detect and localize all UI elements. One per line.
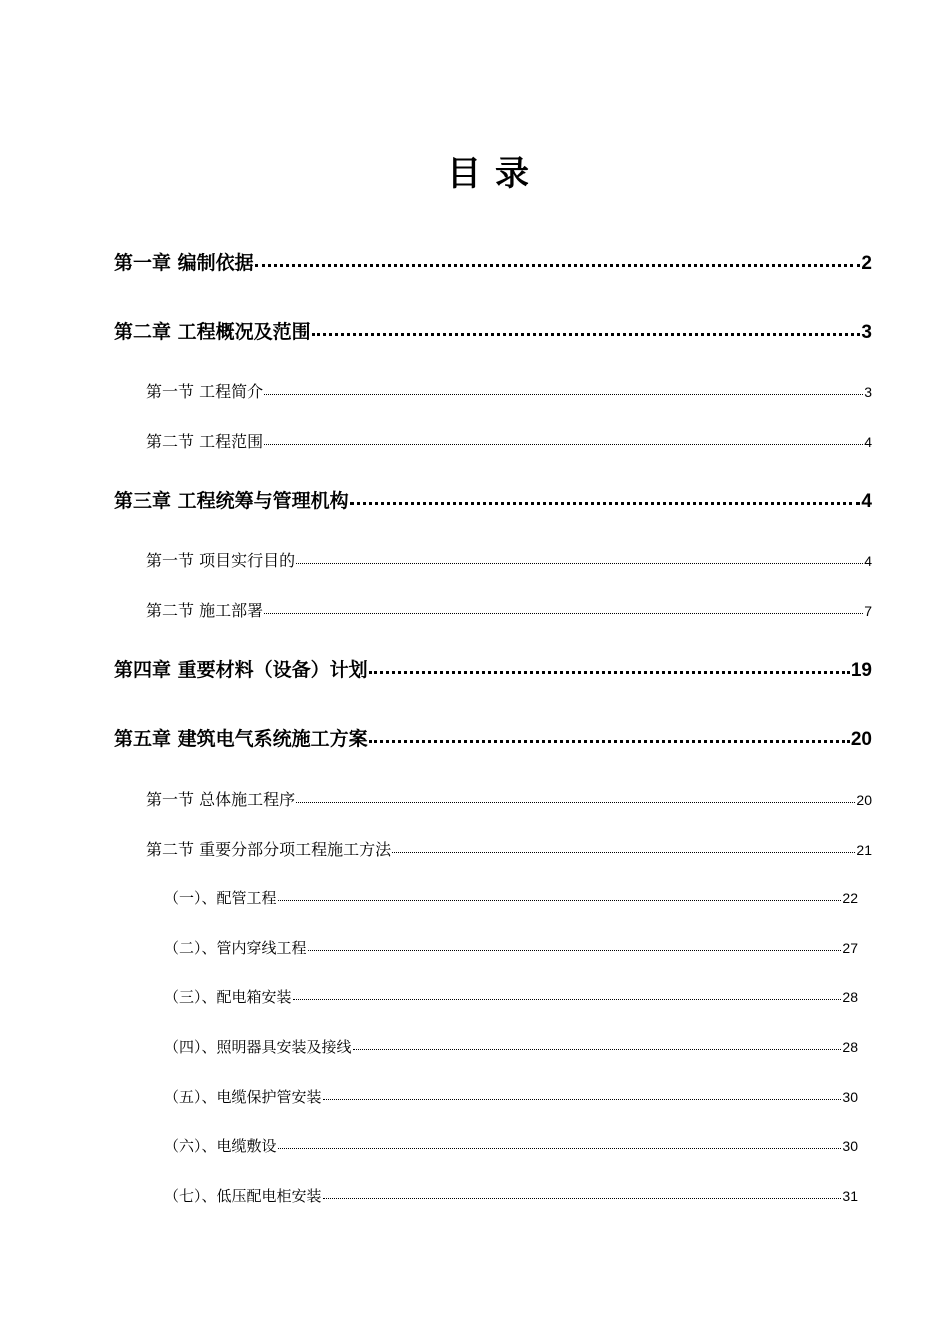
dot-leader — [296, 789, 855, 805]
toc-entry-label: （六）、电缆敷设 — [164, 1137, 277, 1155]
dot-leader — [369, 726, 850, 745]
toc-entry-page: 19 — [850, 660, 872, 681]
dot-leader — [312, 319, 861, 338]
toc-entry-page: 31 — [842, 1188, 858, 1204]
toc-entry-label: 第二节 工程范围 — [146, 432, 264, 451]
toc-entry-label: （一）、配管工程 — [164, 889, 277, 907]
dot-leader — [392, 839, 855, 855]
toc-entry-page: 30 — [842, 1138, 858, 1154]
toc-entry-page: 27 — [842, 940, 858, 956]
toc-entry-label: （二）、管内穿线工程 — [164, 939, 307, 957]
toc-entry-chapter-3[interactable] — [114, 486, 872, 513]
toc-entry-label: 第一节 工程简介 — [146, 382, 264, 401]
toc-entry-label: （三）、配电箱安装 — [164, 988, 292, 1006]
toc-entry-page: 4 — [864, 434, 872, 450]
toc-entry-label: （四）、照明器具安装及接线 — [164, 1038, 352, 1056]
toc-entry-page: 3 — [861, 322, 872, 343]
toc-entry-subsection[interactable] — [164, 1135, 858, 1156]
toc-entry-page: 28 — [842, 989, 858, 1005]
toc-entry-page: 4 — [861, 491, 872, 512]
dot-leader — [278, 1136, 842, 1151]
dot-leader — [323, 1186, 842, 1201]
toc-entry-chapter-5[interactable] — [114, 724, 872, 751]
toc-entry-subsection[interactable] — [164, 1086, 858, 1107]
toc-entry-subsection[interactable] — [164, 986, 858, 1007]
dot-leader — [264, 600, 863, 616]
dot-leader — [264, 431, 863, 447]
toc-entry-label: 第五章 建筑电气系统施工方案 — [114, 728, 368, 750]
toc-entry-page: 22 — [842, 890, 858, 906]
toc-entry-label: （七）、低压配电柜安装 — [164, 1187, 322, 1205]
toc-entry-label: 第一节 项目实行目的 — [146, 551, 296, 570]
toc-entry-page: 20 — [850, 729, 872, 750]
toc-title: 目录 — [447, 154, 543, 194]
toc-entry-page: 3 — [864, 384, 872, 400]
toc-entry-section[interactable] — [146, 379, 872, 402]
toc-entry-page: 28 — [842, 1039, 858, 1055]
toc-entry-label: （五）、电缆保护管安装 — [164, 1088, 322, 1106]
toc-entry-label: 第二节 重要分部分项工程施工方法 — [146, 840, 392, 859]
toc-entry-section[interactable] — [146, 548, 872, 571]
dot-leader — [293, 987, 842, 1002]
toc-entry-page: 7 — [864, 603, 872, 619]
toc-entry-subsection[interactable] — [164, 1036, 858, 1057]
toc-entry-chapter-2[interactable] — [114, 317, 872, 344]
toc-entry-page: 4 — [864, 553, 872, 569]
toc-entry-label: 第二章 工程概况及范围 — [114, 321, 311, 343]
dot-leader — [369, 657, 850, 676]
toc-entry-label: 第一节 总体施工程序 — [146, 790, 296, 809]
dot-leader — [323, 1087, 842, 1102]
toc-entry-label: 第二节 施工部署 — [146, 601, 264, 620]
toc-entry-chapter-4[interactable] — [114, 655, 872, 682]
toc-entry-page: 2 — [861, 253, 872, 274]
dot-leader — [350, 488, 861, 507]
toc-entry-section[interactable] — [146, 598, 872, 621]
toc-entry-subsection[interactable] — [164, 1185, 858, 1206]
dot-leader — [278, 888, 842, 903]
toc-entry-label: 第一章 编制依据 — [114, 252, 254, 274]
dot-leader — [308, 938, 842, 953]
dot-leader — [353, 1037, 842, 1052]
toc-entry-label: 第三章 工程统筹与管理机构 — [114, 490, 349, 512]
toc-entry-subsection[interactable] — [164, 937, 858, 958]
toc-entry-section[interactable] — [146, 429, 872, 452]
toc-entry-section[interactable] — [146, 787, 872, 810]
toc-entry-page: 20 — [856, 792, 872, 808]
toc-entry-subsection[interactable] — [164, 887, 858, 908]
toc-entry-chapter-1[interactable] — [114, 248, 872, 275]
toc-entry-page: 30 — [842, 1089, 858, 1105]
dot-leader — [264, 381, 863, 397]
dot-leader — [296, 550, 863, 566]
toc-entry-page: 21 — [856, 842, 872, 858]
toc-entry-section[interactable] — [146, 837, 872, 860]
toc-entry-label: 第四章 重要材料（设备）计划 — [114, 659, 368, 681]
dot-leader — [255, 250, 861, 269]
